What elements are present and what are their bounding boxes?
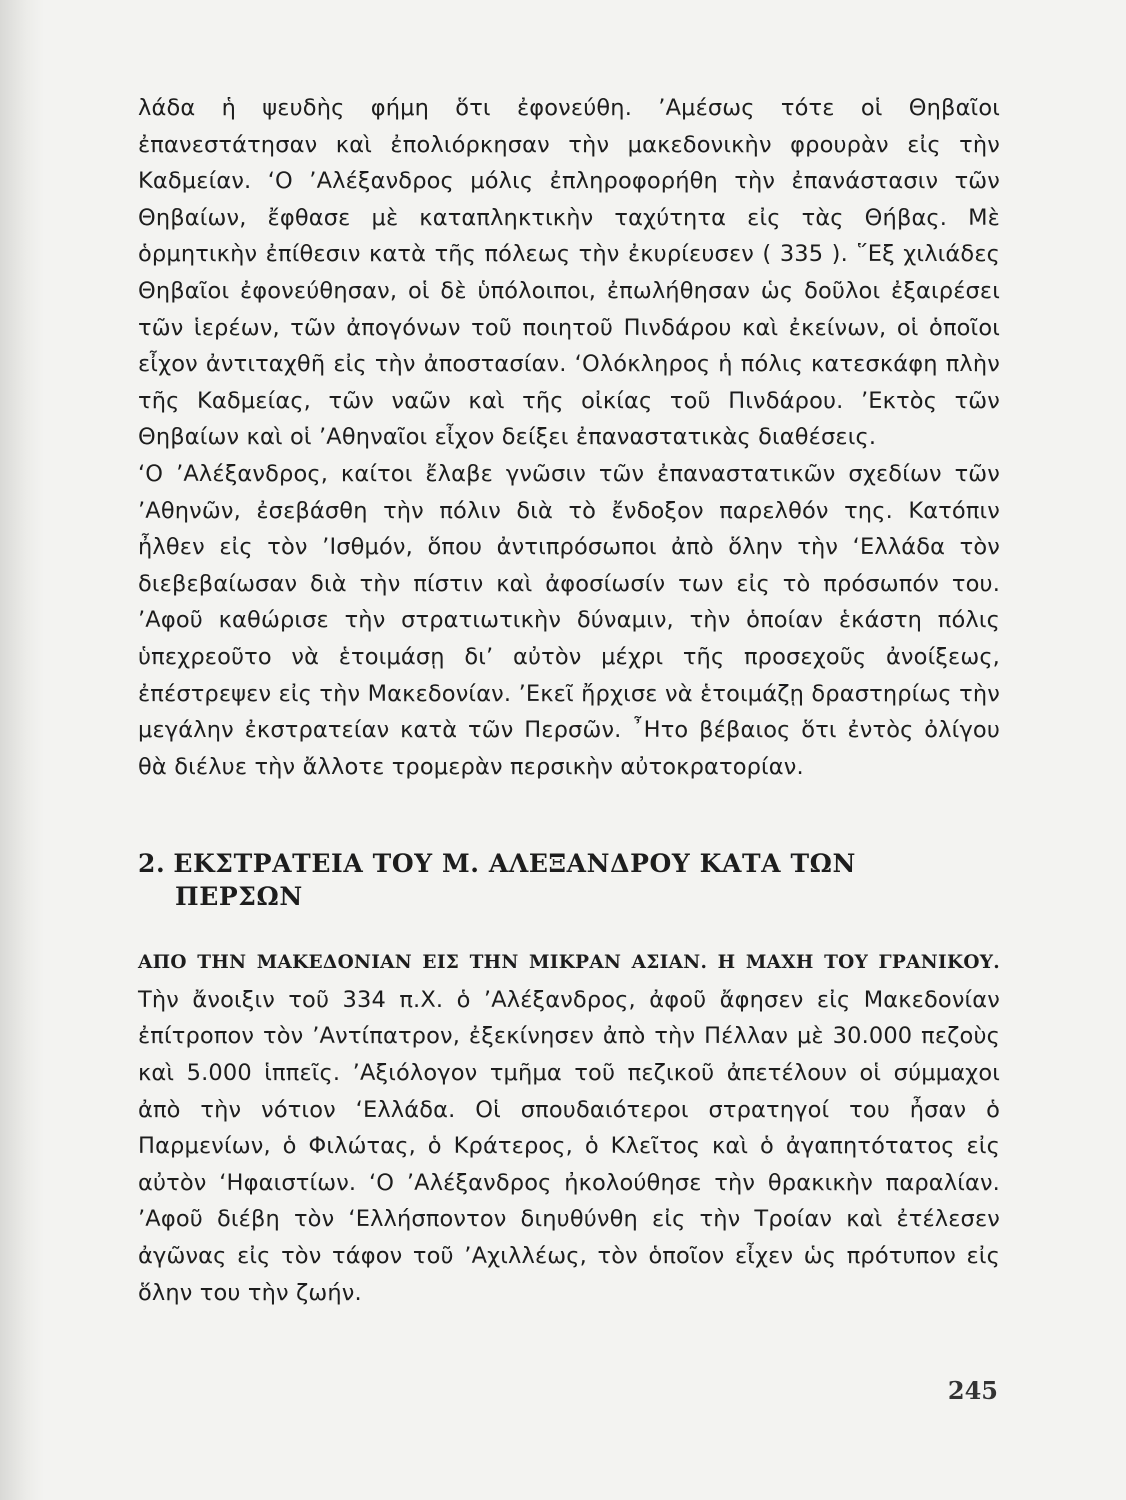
- paragraph-thebes-revolt: λάδα ἡ ψευδὴς φήμη ὅτι ἐφονεύθη. ’Αμέσως τότε οἱ Θηβαῖοι ἐπανεστάτησαν καὶ ἐπολιόρκησαν τὴν μακεδονικὴν φρουρὰν εἰς τὴν Καδμείαν. ‘Ο ’Αλέξανδρος μόλις ἐπληροφορήθη τὴν ἐπανάστασιν τῶν Θηβαίων, ἔφθασε μὲ καταπληκτικὴν ταχύτητα εἰς τὰς Θήβας. Μὲ ὁρμητικὴν ἐπίθεσιν κατὰ τῆς πόλεως τὴν ἐκυρίευσεν ( 335 ). ῞Εξ χιλιάδες Θηβαῖοι ἐφονεύθησαν, οἱ δὲ ὑπόλοιποι, ἐπωλήθησαν ὡς δοῦλοι ἐξαιρέσει τῶν ἱερέων, τῶν ἀπογόνων τοῦ ποιητοῦ Πινδάρου καὶ ἐκείνων, οἱ ὁποῖοι εἶχον ἀντιταχθῆ εἰς τὴν ἀποστασίαν. ‘Ολόκληρος ἡ πόλις κατεσκάφη πλὴν τῆς Καδμείας, τῶν ναῶν καὶ τῆς οἰκίας τοῦ Πινδάρου. ’Εκτὸς τῶν Θηβαίων καὶ οἱ ’Αθηναῖοι εἶχον δείξει ἐπαναστατικὰς διαθέσεις.: [138, 95, 1000, 451]
- page-edge-shadow: [0, 0, 44, 1500]
- paragraph-athens-isthmus: ‘Ο ’Αλέξανδρος, καίτοι ἔλαβε γνῶσιν τῶν ἐπαναστατικῶν σχεδίων τῶν ’Αθηνῶν, ἐσεβάσθη τὴν πόλιν διὰ τὸ ἔνδοξον παρελθόν της. Κατόπιν ἦλθεν εἰς τὸν ’Ισθμόν, ὅπου ἀντιπρόσωποι ἀπὸ ὅλην τὴν ‘Ελλάδα τὸν διεβεβαίωσαν διὰ τὴν πίστιν καὶ ἀφοσίωσίν των εἰς τὸ πρόσωπόν του. ’Αφοῦ καθώρισε τὴν στρατιωτικὴν δύναμιν, τὴν ὁποίαν ἑκάστη πόλις ὑπεχρεοῦτο νὰ ἑτοιμάσῃ δι’ αὐτὸν μέχρι τῆς προσεχοῦς ἀνοίξεως, ἐπέστρεψεν εἰς τὴν Μακεδονίαν. ’Εκεῖ ἤρχισε νὰ ἑτοιμάζῃ δραστηρίως τὴν μεγάλην ἐκστρατείαν κατὰ τῶν Περσῶν. ῏Ητο βέβαιος ὅτι ἐντὸς ὀλίγου θὰ διέλυε τὴν ἄλλοτε τρομερὰν περσικὴν αὐτοκρατορίαν.: [138, 460, 1000, 780]
- page-body: [138, 90, 1000, 1311]
- section-number: 2.: [138, 849, 166, 879]
- subsection-paragraph: [138, 943, 1000, 1311]
- section-title-line1: ΕΚΣΤΡΑΤΕΙΑ ΤΟΥ Μ. ΑΛΕΞΑΝΔΡΟΥ ΚΑΤΑ ΤΩΝ: [173, 849, 856, 879]
- page-number: 245: [947, 1376, 998, 1405]
- subsection-title: ΑΠΟ ΤΗΝ ΜΑΚΕΔΟΝΙΑΝ ΕΙΣ ΤΗΝ ΜΙΚΡΑΝ ΑΣΙΑΝ. Η ΜΑΧΗ ΤΟΥ ΓΡΑΝΙΚΟΥ.: [138, 952, 1000, 974]
- section-title-line2: ΠΕΡΣΩΝ: [175, 882, 303, 912]
- section-heading: [138, 847, 1000, 913]
- subsection-text: Τὴν ἄνοιξιν τοῦ 334 π.Χ. ὁ ’Αλέξανδρος, ἀφοῦ ἄφησεν εἰς Μακεδονίαν ἐπίτροπον τὸν ’Αντίπατρον, ἐξεκίνησεν ἀπὸ τὴν Πέλλαν μὲ 30.000 πεζοὺς καὶ 5.000 ἱππεῖς. ’Αξιόλογον τμῆμα τοῦ πεζικοῦ ἀπετέλουν οἱ σύμμαχοι ἀπὸ τὴν νότιον ‘Ελλάδα. Οἱ σπουδαιότεροι στρατηγοί του ἦσαν ὁ Παρμενίων, ὁ Φιλώτας, ὁ Κράτερος, ὁ Κλεῖτος καὶ ὁ ἀγαπητότατος εἰς αὐτὸν ‘Ηφαιστίων. ‘Ο ’Αλέξανδρος ἠκολούθησε τὴν θρακικὴν παραλίαν. ’Αφοῦ διέβη τὸν ‘Ελλήσποντον διηυθύνθη εἰς τὴν Τροίαν καὶ ἐτέλεσεν ἀγῶνας εἰς τὸν τάφον τοῦ ’Αχιλλέως, τὸν ὁποῖον εἶχεν ὡς πρότυπον εἰς ὅλην του τὴν ζωήν.: [138, 986, 1000, 1306]
